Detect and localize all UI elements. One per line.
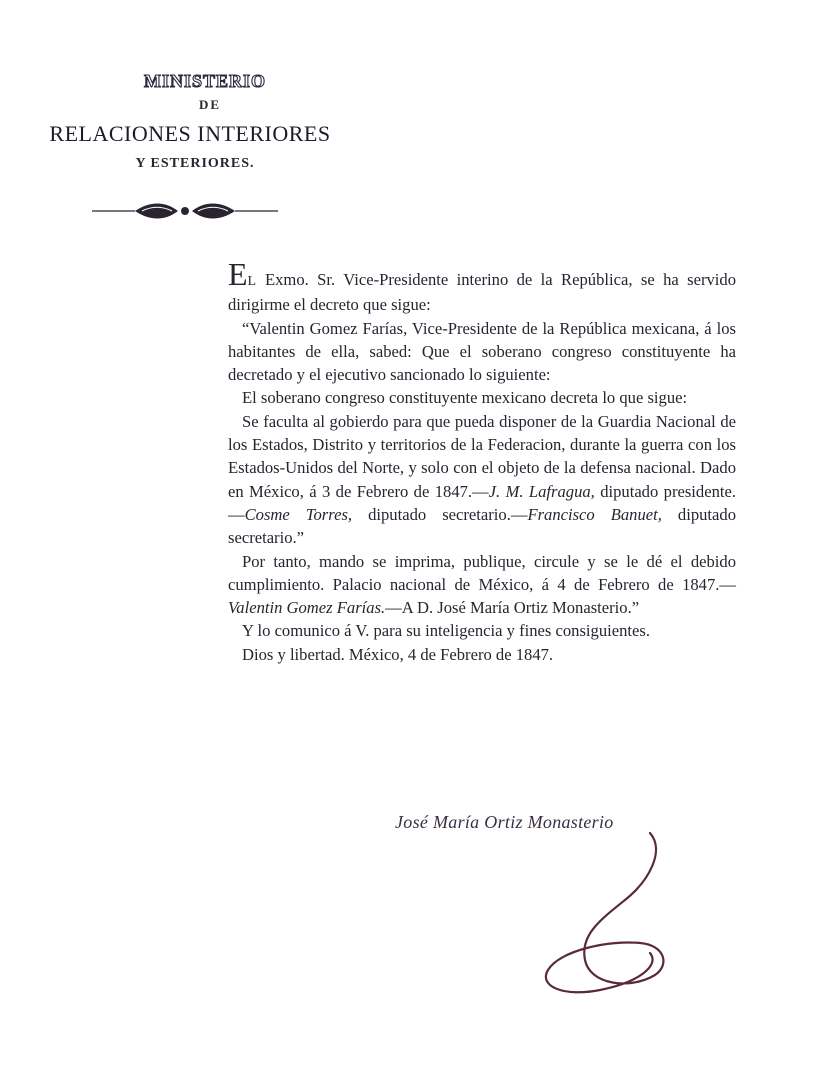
signer-gomez-farias: Valentin Gomez Farías.	[228, 598, 386, 618]
ministry-esteriores: Y ESTERIORES.	[135, 156, 255, 171]
paragraph-4g: diputado secretario.”	[228, 504, 737, 548]
paragraph-5	[228, 550, 736, 620]
letterhead	[40, 70, 340, 174]
paragraph-1	[228, 256, 736, 317]
paragraph-1-text: Exmo. Sr. Vice-Presidente interino de la República, se ha servido dirigirme el decreto que sigue:	[228, 270, 736, 315]
signer-torres: Cosme Torres,	[244, 504, 353, 524]
signature-rubric-icon	[530, 825, 680, 1000]
drop-cap: E	[228, 256, 248, 292]
ministry-title: MINISTERIO	[143, 71, 267, 91]
decree-body	[228, 256, 737, 666]
paragraph-3: El soberano congreso constituyente mexicano decreta lo que sigue:	[242, 388, 688, 408]
signature-name: José María Ortiz Monasterio	[395, 812, 614, 832]
paragraph-4e: diputado secretario.—	[352, 504, 528, 524]
paragraph-5a: Por tanto, mando se imprima, publique, circule y se le dé el debido cumplimiento. Palacio nacional de México, á 4 de Febrero de 1847.—	[228, 551, 736, 594]
paragraph-4a: Se faculta al gobierdo para que pueda disponer de la Guardia Nacional de los Estados, Distrito y territorios de la Federacion, durante la guerra con los Estados-Unidos del Norte, y solo con el objeto de la defensa nacional. Dado en México, á 3 de Febrero de 1847.—	[228, 411, 736, 501]
paragraph-5c: —A D. José María Ortiz Monasterio.”	[385, 598, 640, 618]
paragraph-4c: diputado presidente.—	[228, 481, 736, 524]
signer-lafragua: J. M. Lafragua,	[488, 481, 595, 501]
ornament-divider-icon	[90, 196, 280, 226]
first-letters: L	[247, 274, 257, 289]
ministry-relaciones: RELACIONES INTERIORES	[49, 121, 331, 146]
paragraph-4	[228, 410, 736, 550]
paragraph-7: Dios y libertad. México, 4 de Febrero de 1847.	[242, 644, 554, 664]
signer-banuet: Francisco Banuet,	[527, 504, 662, 524]
paragraph-6: Y lo comunico á V. para su inteligencia y fines consiguientes.	[242, 621, 650, 641]
ministry-de: DE	[198, 97, 222, 112]
paragraph-2: “Valentin Gomez Farías, Vice-Presidente de la República mexicana, á los habitantes de ella, sabed: Que el soberano congreso constituyente ha decretado y el ejecutivo sancionado lo siguiente:	[228, 318, 736, 385]
